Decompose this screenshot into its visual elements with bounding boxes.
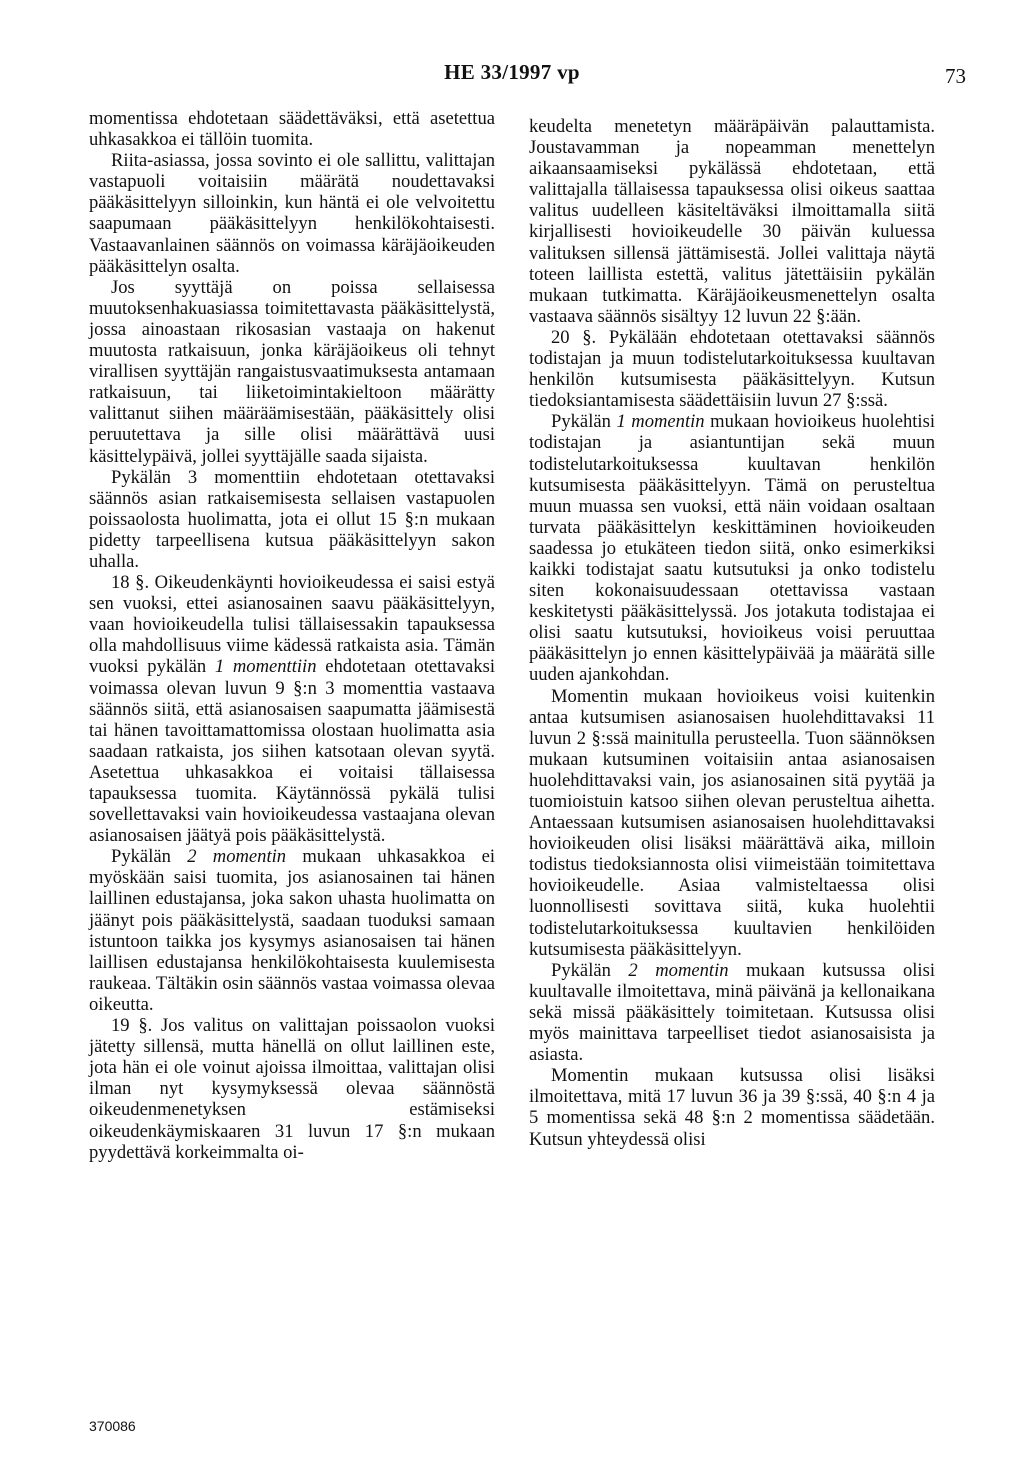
paragraph-emphasis: 1 momentin (616, 411, 705, 433)
paragraph-text: Pykälän (551, 411, 617, 433)
paragraph: Momentin mukaan kutsussa olisi lisäksi ilmoitettava, mitä 17 luvun 36 ja 39 §:ssä, 40 §:n 4 ja 5 momentissa sekä 48 §:n 2 momentissa säädetään. Kutsun yhteydessä olisi (529, 1065, 935, 1150)
paragraph: momentissa ehdotetaan säädettäväksi, että asetettua uhkasakkoa ei tällöin tuomita. (89, 108, 495, 151)
paragraph (89, 846, 495, 1015)
paragraph: Pykälän 3 momenttiin ehdotetaan otettavaksi säännös asian ratkaisemisesta sellaisen vastapuolen poissaolosta huolimatta, jota ei ollut 15 §:n mukaan pidetty tarpeellisena kutsua pääkäsittelyyn sakon uhalla. (89, 466, 495, 572)
paragraph-text: mukaan hovioikeus huolehtisi todistajan ja asiantuntijan sekä muun todistelutarkoituksessa kuultavan henkilön kutsumisesta pääkäsittelyyn. Tämä on perusteltua muun muassa sen vuoksi, että näin voidaan osaltaan turvata pääkäsittelyn keskittäminen hovioikeuden saadessa jo etukäteen tiedon siitä, onko esimerkiksi kaikki todistajat saatu kutsutuksi ja onko todistelu siten kokonaisuudessaan otettavissa vastaan keskitetysti pääkäsittelyssä. Jos jotakuta todistajaa ei olisi saatu kutsutuksi, hovioikeus voisi peruuttaa pääkäsittelyn jo ennen käsittelypäivää ja määrätä sille uuden ajankohdan. (529, 411, 935, 686)
paragraph (529, 960, 935, 1065)
paragraph-emphasis: 2 momentin (187, 846, 287, 868)
page-number: 73 (945, 64, 966, 88)
paragraph-text: ehdotetaan otettavaksi voimassa olevan luvun 9 §:n 3 momenttia vastaava säännös siitä, että asianosaisen saapumatta jäämisestä tai hänen tavoittamattomissa olostaan huolimatta asia saadaan ratkaista, jos siihen katsotaan olevan syytä. Asetettua uhkasakkoa ei voitaisi tällaisessa tapauksessa tuomita. Käytännössä pykälä tulisi sovellettavaksi vain hovioikeudessa vastaajana olevan asianosaisen jäätyä pois pääkäsittelystä. (89, 656, 496, 847)
paragraph: keudelta menetetyn määräpäivän palauttamista. Joustavamman ja nopeamman menettelyn aikaansaamiseksi pykälässä ehdotetaan, että valittajalla tällaisessa tapauksessa olisi oikeus saattaa valitus uudelleen käsiteltäväksi ilmoittamalla siitä kirjallisesti hovioikeudelle 30 päivän kuluessa valituksen sillensä jättämisestä. Jollei valittaja näytä toteen laillista estettä, valitus jätettäisiin pykälän mukaan tutkimatta. Käräjäoikeusmenettelyn osalta vastaava säännös sisältyy 12 luvun 22 §:ään. (529, 116, 935, 327)
footer-code: 370086 (89, 1418, 136, 1434)
paragraph-text: mukaan uhkasakkoa ei myöskään saisi tuomita, jos asianosainen tai hänen laillinen edustajansa, joka sakon uhasta huolimatta on jäänyt pois pääkäsittelystä, saadaan tuoduksi samaan istuntoon taikka jos kysymys asianosaisen tai hänen laillisen edustajansa henkilökohtaisesta kuulemisesta raukeaa. Tältäkin osin säännös vastaa voimassa olevaa oikeutta. (89, 846, 496, 1015)
paragraph-text: Pykälän (551, 959, 629, 981)
paragraph-text: 18 §. Oikeudenkäynti hovioikeudessa ei saisi estyä sen vuoksi, ettei asianosainen saavu pääkäsittelyyn, vaan hovioikeudella tulisi tällaisessakin tapauksessa olla mahdollisuus viime kädessä ratkaista asia. Tämän vuoksi pykälän (89, 572, 495, 678)
paragraph: 19 §. Jos valitus on valittajan poissaolon vuoksi jätetty sillensä, mutta hänellä on ollut laillinen este, jota hän ei ole voinut ajoissa ilmoittaa, valittajan olisi ilman nyt kysymyksessä olevaa säännöstä oikeudenmenetyksen estämiseksi oikeudenkäymiskaaren 31 luvun 17 §:n mukaan pyydettävä korkeimmalta oi- (89, 1015, 495, 1163)
paragraph (89, 572, 495, 846)
document-id: HE 33/1997 vp (444, 60, 580, 84)
paragraph-emphasis: 1 momenttiin (214, 656, 317, 678)
paragraph-text: Pykälän (111, 846, 188, 868)
left-column (89, 108, 495, 1163)
paragraph: Jos syyttäjä on poissa sellaisessa muutoksenhakuasiassa toimitettavasta pääkäsittelystä, jossa ainoastaan rikosasian vastaaja on hakenut muutosta ratkaisuun, jonka käräjäoikeus oli tehnyt virallisen syyttäjän rangaistusvaatimuksesta antamaan ratkaisuun, tai liiketoimintakieltoon määrätty valittanut siihen määräämisestään, pääkäsittely olisi peruutettava ja sille olisi määrättävä uusi käsittelypäivä, jollei syyttäjälle saada sijaista. (89, 276, 495, 467)
page-header (0, 60, 1024, 94)
paragraph (529, 411, 935, 685)
paragraph-emphasis: 2 momentin (628, 959, 729, 981)
paragraph: Momentin mukaan hovioikeus voisi kuitenkin antaa kutsumisen asianosaisen huolehdittavaksi 11 luvun 2 §:ssä mainitulla perusteella. Tuon säännöksen mukaan kutsuminen voitaisiin antaa asianosaisen huolehdittavaksi vain, jos asianosainen sitä pyytää ja tuomioistuin katsoo siihen olevan perusteltua aihetta. Antaessaan kutsumisen asianosaisen huolehdittavaksi hovioikeuden olisi lisäksi määrättävä aika, milloin todistus tiedoksiannosta olisi viimeistään toimitettava hovioikeudelle. Asiaa valmisteltaessa olisi luonnollisesti sovittava siitä, kuka huolehtii todistelutarkoituksessa kuultavien henkilöiden kutsumisesta pääkäsittelyyn. (529, 685, 935, 960)
right-column (529, 116, 935, 1150)
paragraph-text: mukaan kutsussa olisi kuultavalle ilmoitettava, minä päivänä ja kellonaikana sekä missä pääkäsittely toimitetaan. Kutsussa olisi myös mainittava tarpeelliset tiedot asianosaisista ja asiasta. (529, 959, 935, 1066)
paragraph: Riita-asiassa, jossa sovinto ei ole sallittu, valittajan vastapuoli voitaisiin määrätä noudettavaksi pääkäsittelyyn silloinkin, kun häntä ei ole velvoitettu saapumaan pääkäsittelyyn henkilökohtaisesti. Vastaavanlainen säännös on voimassa käräjäoikeuden pääkäsittelyn osalta. (89, 150, 495, 277)
paragraph: 20 §. Pykälään ehdotetaan otettavaksi säännös todistajan ja muun todistelutarkoituksessa kuultavan henkilön kutsumisesta pääkäsittelyyn. Kutsun tiedoksiantamisesta säädettäisiin luvun 27 §:ssä. (529, 326, 935, 412)
